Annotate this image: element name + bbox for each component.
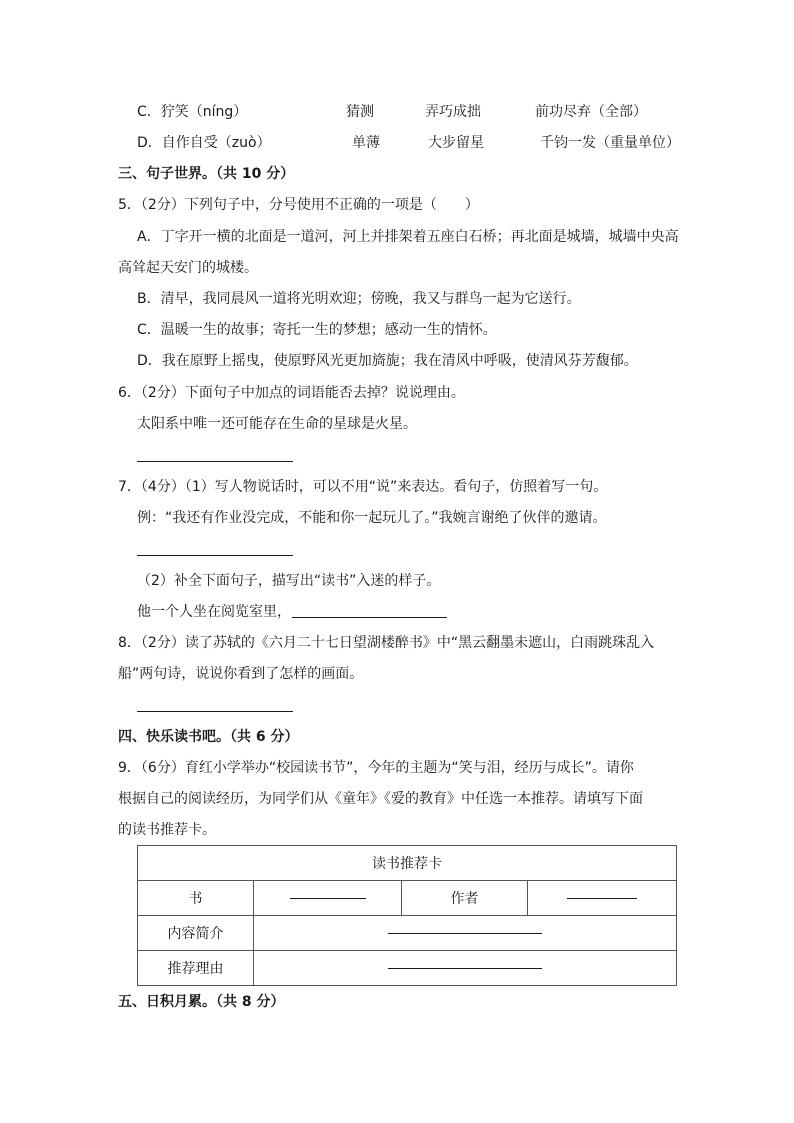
card-reason-field[interactable] bbox=[254, 951, 677, 986]
q5-option-a-line1: A．丁字开一横的北面是一道河，河上并排架着五座白石桥；再北面是城墙，城墙中央高 bbox=[137, 229, 679, 245]
q8-line1: 8．（2分）读了苏轼的《六月二十七日望湖楼醉书》中“黑云翻墨未遮山，白雨跳珠乱入 bbox=[118, 635, 655, 651]
q9-line2: 根据自己的阅读经历，为同学们从《童年》《爱的教育》中任选一本推荐。请填写下面 bbox=[118, 791, 643, 807]
q7-example: 例：“我还有作业没完成，不能和你一起玩儿了。”我婉言谢绝了伙伴的邀请。 bbox=[137, 510, 607, 526]
q6-stem: 6．（2分）下面句子中加点的词语能否去掉？说说理由。 bbox=[118, 385, 465, 401]
q7-stem: 7．（4分）（1）写人物说话时，可以不用“说”来表达。看句子，仿照着写一句。 bbox=[118, 479, 608, 495]
q5-stem: 5．（2分）下列句子中，分号使用不正确的一项是（ ） bbox=[118, 197, 479, 213]
card-summary-label: 内容简介 bbox=[138, 916, 254, 951]
q5-option-d: D．我在原野上摇曳，使原野风光更加旖旎；我在清风中呼吸，使清风芬芳馥郁。 bbox=[137, 353, 638, 369]
card-summary-field[interactable] bbox=[254, 916, 677, 951]
option-c-word-3: 弄巧成拙 bbox=[425, 104, 481, 120]
option-c-word-4: 前功尽弃（全部） bbox=[535, 104, 647, 120]
q5-option-c: C．温暖一生的故事；寄托一生的梦想；感动一生的情怀。 bbox=[137, 322, 497, 338]
card-reason-label: 推荐理由 bbox=[138, 951, 254, 986]
q6-sentence: 太阳系中唯一还可能存在生命的星球是火星。 bbox=[137, 416, 417, 432]
q7-part1-answer-line[interactable] bbox=[137, 555, 293, 556]
card-author-field[interactable] bbox=[528, 881, 677, 916]
option-d-word-3: 大步留星 bbox=[428, 135, 484, 151]
section-3-title: 三、句子世界。（共 10 分） bbox=[118, 166, 295, 182]
option-c-label: C．狞笑（níng） bbox=[137, 104, 248, 120]
option-c-word-2: 猜测 bbox=[346, 104, 374, 120]
section-4-title: 四、快乐读书吧。（共 6 分） bbox=[118, 729, 299, 745]
q8-line2: 船”两句诗，说说你看到了怎样的画面。 bbox=[118, 666, 364, 682]
q7-part2-prompt: （2）补全下面句子，描写出“读书”入迷的样子。 bbox=[137, 573, 441, 589]
card-book-label: 书 bbox=[138, 881, 254, 916]
card-author-label: 作者 bbox=[402, 881, 528, 916]
card-book-blank[interactable] bbox=[290, 898, 366, 899]
q7-part2-answer-line[interactable] bbox=[292, 617, 447, 618]
card-summary-blank[interactable] bbox=[388, 933, 542, 934]
section-5-title: 五、日积月累。（共 8 分） bbox=[118, 994, 285, 1010]
q7-part2-sentence: 他一个人坐在阅览室里， bbox=[137, 604, 291, 620]
card-book-field[interactable] bbox=[254, 881, 402, 916]
q8-answer-line[interactable] bbox=[137, 711, 293, 712]
card-title: 读书推荐卡 bbox=[138, 846, 677, 881]
q9-line3: 的读书推荐卡。 bbox=[118, 822, 216, 838]
q6-answer-line[interactable] bbox=[137, 461, 293, 462]
reading-recommendation-card bbox=[137, 845, 677, 986]
option-d-word-4: 千钧一发（重量单位） bbox=[540, 135, 680, 151]
option-d-word-2: 单薄 bbox=[352, 135, 380, 151]
q5-option-b: B．清早，我同晨风一道将光明欢迎；傍晚，我又与群鸟一起为它送行。 bbox=[137, 291, 581, 307]
q9-line1: 9．（6分）育红小学举办“校园读书节”，今年的主题为“笑与泪，经历与成长”。请你 bbox=[118, 760, 634, 776]
card-author-blank[interactable] bbox=[567, 898, 637, 899]
card-reason-blank[interactable] bbox=[388, 968, 542, 969]
option-d-label: D．自作自受（zuò） bbox=[137, 135, 271, 151]
q5-option-a-line2: 高耸起天安门的城楼。 bbox=[118, 260, 258, 276]
